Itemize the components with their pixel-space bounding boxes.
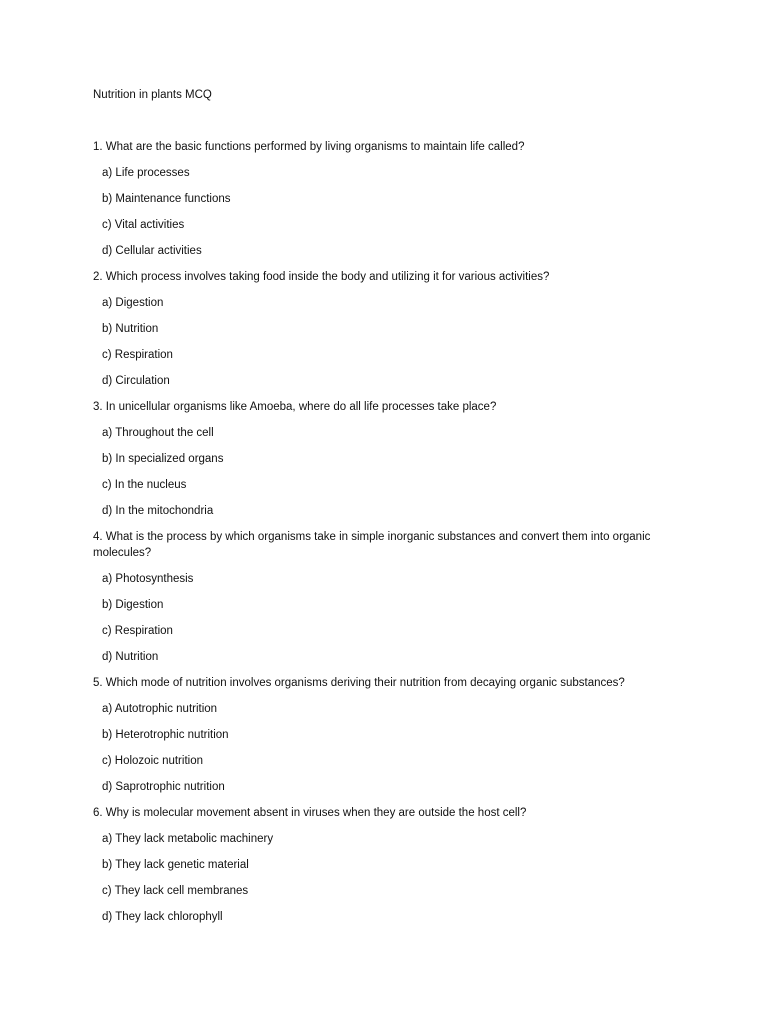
question-4 bbox=[93, 529, 693, 665]
answer-option: d) Saprotrophic nutrition bbox=[102, 781, 225, 793]
question-text: 5. Which mode of nutrition involves organisms deriving their nutrition from decaying organic substances? bbox=[93, 677, 625, 689]
answer-option: b) Digestion bbox=[102, 599, 164, 611]
answer-option: d) Cellular activities bbox=[102, 245, 202, 257]
question-text: 2. Which process involves taking food inside the body and utilizing it for various activities? bbox=[93, 271, 550, 283]
answer-option: c) Respiration bbox=[102, 625, 173, 637]
answer-option: c) Respiration bbox=[102, 349, 173, 361]
document-title: Nutrition in plants MCQ bbox=[93, 89, 212, 101]
question-text: 1. What are the basic functions performed by living organisms to maintain life called? bbox=[93, 141, 525, 153]
answer-option: c) They lack cell membranes bbox=[102, 885, 249, 897]
question-5 bbox=[93, 675, 693, 795]
question-list bbox=[93, 139, 693, 935]
answer-option: d) In the mitochondria bbox=[102, 505, 214, 517]
answer-option: b) Nutrition bbox=[102, 323, 159, 335]
answer-option: d) Circulation bbox=[102, 375, 170, 387]
answer-option: a) Photosynthesis bbox=[102, 573, 194, 585]
question-text: 3. In unicellular organisms like Amoeba, where do all life processes take place? bbox=[93, 401, 497, 413]
answer-option: b) Maintenance functions bbox=[102, 193, 231, 205]
answer-option: d) Nutrition bbox=[102, 651, 159, 663]
question-2 bbox=[93, 269, 693, 389]
question-3 bbox=[93, 399, 693, 519]
answer-option: a) Life processes bbox=[102, 167, 190, 179]
answer-option: a) Digestion bbox=[102, 297, 164, 309]
answer-option: a) They lack metabolic machinery bbox=[102, 833, 274, 845]
answer-option: c) In the nucleus bbox=[102, 479, 187, 491]
answer-option: c) Holozoic nutrition bbox=[102, 755, 203, 767]
answer-option: d) They lack chlorophyll bbox=[102, 911, 223, 923]
answer-option: b) Heterotrophic nutrition bbox=[102, 729, 229, 741]
answer-option: a) Autotrophic nutrition bbox=[102, 703, 218, 715]
question-6 bbox=[93, 805, 693, 925]
question-text: 6. Why is molecular movement absent in viruses when they are outside the host cell? bbox=[93, 807, 527, 819]
answer-option: b) In specialized organs bbox=[102, 453, 224, 465]
question-1 bbox=[93, 139, 693, 259]
answer-option: a) Throughout the cell bbox=[102, 427, 214, 439]
answer-option: c) Vital activities bbox=[102, 219, 185, 231]
answer-option: b) They lack genetic material bbox=[102, 859, 249, 871]
question-text: 4. What is the process by which organisms take in simple inorganic substances and convert them into organic molecules? bbox=[93, 531, 651, 559]
